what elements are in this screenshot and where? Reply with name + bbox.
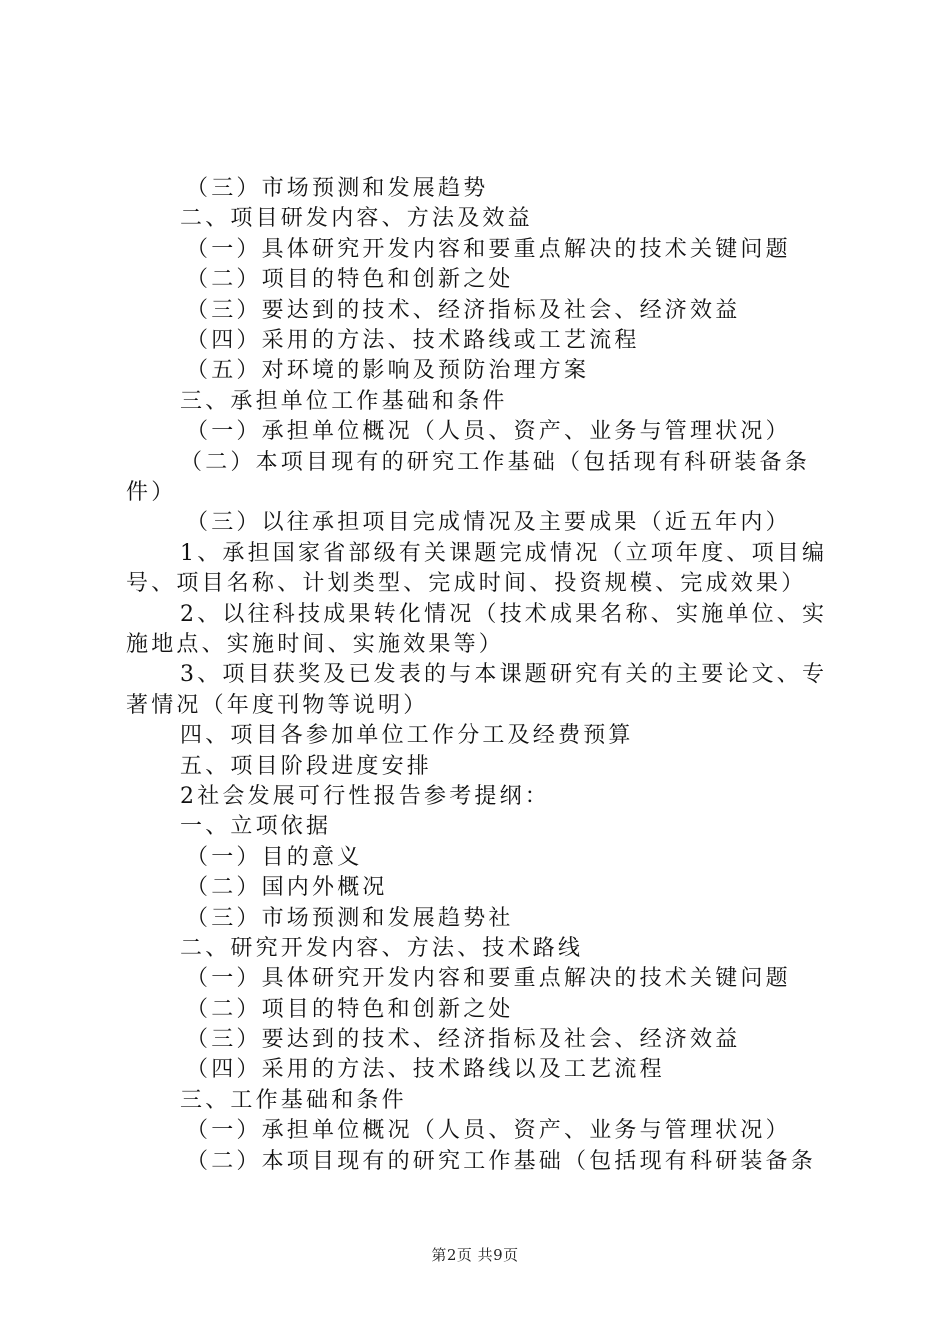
text-line: （一）承担单位概况（人员、资产、业务与管理状况） bbox=[186, 419, 791, 445]
section-heading: 三、工作基础和条件 bbox=[180, 1087, 407, 1113]
text-line: （三）要达到的技术、经济指标及社会、经济效益 bbox=[186, 1027, 741, 1053]
page-number-footer: 第2页 共9页 bbox=[431, 1246, 519, 1264]
section-heading: 一、立项依据 bbox=[180, 814, 332, 840]
text-line: （一）具体研究开发内容和要重点解决的技术关键问题 bbox=[186, 236, 791, 262]
text-paragraph: 1、承担国家省部级有关课题完成情况（立项年度、项目编号、项目名称、计划类型、完成时间、投资规模、完成效果） bbox=[126, 540, 828, 597]
document-body bbox=[126, 174, 832, 1177]
text-line: （三）市场预测和发展趋势社 bbox=[186, 905, 514, 931]
section-heading: 四、项目各参加单位工作分工及经费预算 bbox=[180, 723, 634, 749]
section-heading: 五、项目阶段进度安排 bbox=[180, 753, 433, 779]
text-line: （四）采用的方法、技术路线以及工艺流程 bbox=[186, 1057, 665, 1083]
text-line: （二）本项目现有的研究工作基础（包括现有科研装备条 bbox=[186, 1148, 817, 1174]
text-paragraph: 3、项目获奖及已发表的与本课题研究有关的主要论文、专著情况（年度刊物等说明） bbox=[126, 662, 828, 718]
text-line: （一）目的意义 bbox=[186, 844, 363, 870]
section-heading: 三、承担单位工作基础和条件 bbox=[180, 388, 508, 414]
section-heading: 二、研究开发内容、方法、技术路线 bbox=[180, 935, 584, 961]
text-line: （二）项目的特色和创新之处 bbox=[186, 267, 514, 293]
text-line: （三）要达到的技术、经济指标及社会、经济效益 bbox=[186, 297, 741, 323]
text-paragraph: （二）本项目现有的研究工作基础（包括现有科研装备条件） bbox=[126, 449, 811, 505]
text-line: （五）对环境的影响及预防治理方案 bbox=[186, 358, 590, 384]
text-line: （四）采用的方法、技术路线或工艺流程 bbox=[186, 327, 640, 353]
text-line: （一）承担单位概况（人员、资产、业务与管理状况） bbox=[186, 1118, 791, 1144]
section-heading: 二、项目研发内容、方法及效益 bbox=[180, 206, 533, 232]
text-line: （一）具体研究开发内容和要重点解决的技术关键问题 bbox=[186, 966, 791, 992]
text-paragraph: 2、以往科技成果转化情况（技术成果名称、实施单位、实施地点、实施时间、实施效果等） bbox=[126, 601, 828, 657]
text-line: （二）项目的特色和创新之处 bbox=[186, 996, 514, 1022]
text-line: （三）市场预测和发展趋势 bbox=[186, 176, 489, 201]
outline-title: 2社会发展可行性报告参考提纲： bbox=[180, 783, 550, 809]
text-line: （三）以往承担项目完成情况及主要成果（近五年内） bbox=[186, 510, 791, 536]
text-line: （二）国内外概况 bbox=[186, 875, 388, 901]
